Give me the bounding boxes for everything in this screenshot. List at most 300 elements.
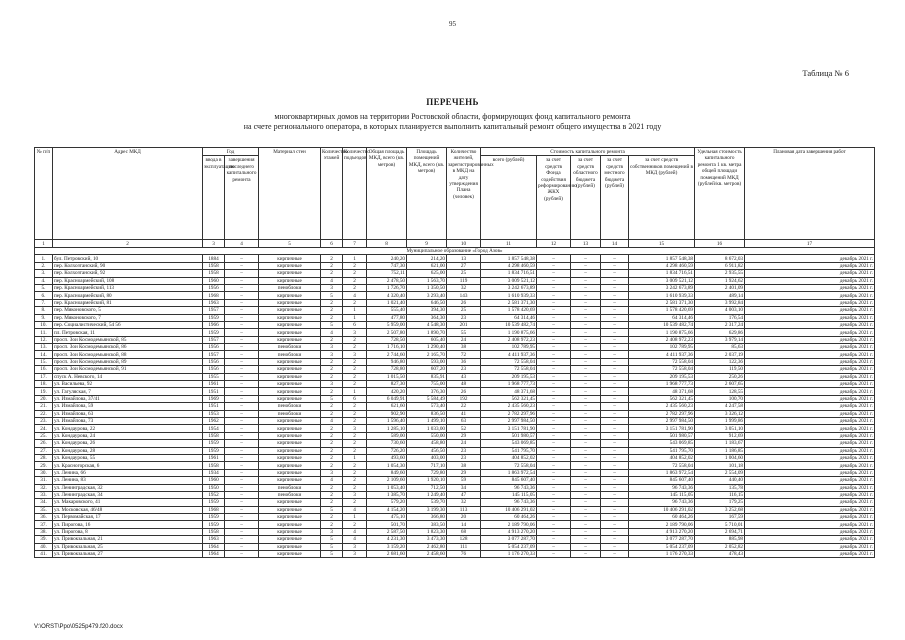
table-cell: 72 558,04	[629, 366, 695, 373]
table-cell: ул. Привокзальная, 27	[53, 551, 203, 558]
table-cell: 1.	[35, 255, 53, 262]
table-cell: ул. Макаровского, 41	[53, 499, 203, 506]
table-cell: –	[225, 373, 259, 380]
table-cell: 1966	[203, 321, 225, 328]
table-cell: декабрь 2021 г.	[745, 514, 875, 521]
table-cell: 4	[343, 292, 367, 299]
table-cell: –	[571, 284, 601, 291]
table-cell: кирпичные	[259, 528, 321, 535]
table-cell: –	[225, 462, 259, 469]
table-cell: 6 911,82	[695, 262, 745, 269]
column-number: 9	[407, 240, 447, 248]
table-row	[35, 366, 875, 373]
table-cell: 404 852,02	[629, 454, 695, 461]
table-cell: кирпичные	[259, 425, 321, 432]
table-cell: –	[537, 395, 571, 402]
table-cell: кирпичные	[259, 477, 321, 484]
table-cell: 3	[321, 528, 343, 535]
table-cell: 2	[321, 262, 343, 269]
table-cell: –	[571, 277, 601, 284]
table-cell: 135,78	[695, 484, 745, 491]
header-cost-total: всего (рублей)	[481, 156, 537, 240]
table-cell: 4	[321, 477, 343, 484]
table-cell: пеноблоки	[259, 410, 321, 417]
table-row	[35, 358, 875, 365]
table-cell: 96 743,36	[481, 499, 537, 506]
table-cell: 96 743,36	[481, 484, 537, 491]
table-cell: –	[571, 395, 601, 402]
table-row	[35, 395, 875, 402]
table-cell: 1 015,50	[367, 373, 407, 380]
table-cell: –	[225, 521, 259, 528]
table-cell: 111	[447, 543, 481, 550]
table-cell: просп. Зои Космодемьянской, 88	[53, 351, 203, 358]
table-cell: 366,80	[407, 514, 447, 521]
header-address: Адрес МКД	[53, 148, 203, 240]
table-cell: 4 003,10	[695, 307, 745, 314]
table-cell: –	[537, 506, 571, 513]
column-number: 8	[367, 240, 407, 248]
table-cell: 728,50	[367, 336, 407, 343]
table-row	[35, 307, 875, 314]
table-cell: 1884	[203, 255, 225, 262]
table-cell: 456,50	[407, 447, 447, 454]
table-cell: ул. Ленинградская, 34	[53, 491, 203, 498]
table-cell: кирпичные	[259, 506, 321, 513]
table-cell: –	[537, 491, 571, 498]
table-cell: декабрь 2021 г.	[745, 395, 875, 402]
table-cell: 2 581 371,30	[629, 299, 695, 306]
table-cell: ул. Первомайская, 17	[53, 514, 203, 521]
table-cell: 3	[343, 425, 367, 432]
table-cell: –	[601, 344, 629, 351]
table-cell: –	[225, 484, 259, 491]
table-cell: 2 109,60	[367, 477, 407, 484]
table-cell: пер. Колхозтанский, 92	[53, 270, 203, 277]
table-cell: –	[537, 373, 571, 380]
table-cell: 2 478,50	[367, 277, 407, 284]
table-cell: 27.	[35, 447, 53, 454]
table-cell: 3.	[35, 270, 53, 277]
table-row	[35, 432, 875, 439]
table-cell: 2 165,70	[407, 351, 447, 358]
table-cell: 214,20	[407, 255, 447, 262]
table-cell: кирпичные	[259, 454, 321, 461]
table-cell: 1934	[203, 469, 225, 476]
table-cell: 1 823,30	[407, 528, 447, 535]
table-row	[35, 299, 875, 306]
table-cell: декабрь 2021 г.	[745, 403, 875, 410]
table-cell: –	[225, 262, 259, 269]
table-cell: 4 320,40	[367, 292, 407, 299]
table-cell: 18.	[35, 381, 53, 388]
table-cell: 2	[343, 270, 367, 277]
column-number: 16	[695, 240, 745, 248]
table-cell: кирпичные	[259, 381, 321, 388]
table-row	[35, 484, 875, 491]
table-cell: 1 596,40	[367, 418, 407, 425]
table-cell: 3 151 781,90	[629, 425, 695, 432]
table-cell: 458,80	[407, 440, 447, 447]
table-cell: 128	[447, 536, 481, 543]
table-cell: пер. Колхозтанский, 90	[53, 262, 203, 269]
table-cell: кирпичные	[259, 277, 321, 284]
table-cell: 8 672,03	[695, 255, 745, 262]
table-cell: 2	[321, 403, 343, 410]
table-cell: 179,25	[695, 499, 745, 506]
table-cell: 562 321,45	[629, 395, 695, 402]
table-cell: –	[571, 351, 601, 358]
table-cell: 76	[447, 551, 481, 558]
table-row	[35, 351, 875, 358]
table-row	[35, 425, 875, 432]
table-cell: –	[225, 366, 259, 373]
table-cell: 885,98	[695, 536, 745, 543]
table-cell: 1	[343, 454, 367, 461]
table-cell: декабрь 2021 г.	[745, 418, 875, 425]
table-cell: –	[571, 514, 601, 521]
table-cell: 25	[447, 307, 481, 314]
table-cell: –	[571, 543, 601, 550]
table-cell: 32	[447, 499, 481, 506]
table-cell: 2	[321, 521, 343, 528]
table-cell: кирпичные	[259, 255, 321, 262]
table-cell: декабрь 2021 г.	[745, 366, 875, 373]
table-cell: ул. Измайлова, 59	[53, 403, 203, 410]
table-cell: –	[537, 262, 571, 269]
table-cell: 1959	[203, 314, 225, 321]
table-row	[35, 314, 875, 321]
table-cell: 1 176 270,33	[481, 551, 537, 558]
table-cell: –	[225, 514, 259, 521]
table-cell: 629,86	[695, 329, 745, 336]
table-cell: –	[571, 506, 601, 513]
table-cell: –	[601, 292, 629, 299]
table-cell: 2	[343, 358, 367, 365]
table-cell: 3 293,40	[407, 292, 447, 299]
table-cell: 2	[343, 277, 367, 284]
table-cell: 2 681,60	[367, 551, 407, 558]
table-cell: 8.	[35, 307, 53, 314]
table-cell: 1 033,00	[407, 425, 447, 432]
table-cell: 2 507,80	[367, 329, 407, 336]
table-cell: 102 789,95	[629, 344, 695, 351]
table-cell: –	[601, 477, 629, 484]
table-cell: –	[225, 388, 259, 395]
table-cell: 394,30	[407, 307, 447, 314]
table-cell: 4 411 937,36	[481, 351, 537, 358]
table-cell: –	[601, 462, 629, 469]
table-cell: кирпичные	[259, 447, 321, 454]
table-cell: 1 249,40	[407, 491, 447, 498]
table-cell: 835,91	[407, 373, 447, 380]
table-cell: –	[225, 329, 259, 336]
table-cell: пер. Красноармейский, 81	[53, 299, 203, 306]
table-cell: –	[601, 307, 629, 314]
table-cell: 17.	[35, 373, 53, 380]
table-cell: 4 298 460,59	[481, 262, 537, 269]
table-cell: 4 154,20	[367, 506, 407, 513]
table-cell: –	[225, 425, 259, 432]
table-cell: 2 435 560,23	[481, 403, 537, 410]
header-cost-regional: за счет средств областного бюджета (рублей)	[571, 156, 601, 240]
table-cell: –	[225, 381, 259, 388]
table-cell: кирпичные	[259, 329, 321, 336]
table-cell: –	[225, 395, 259, 402]
table-cell: –	[571, 366, 601, 373]
table-cell: 5 959,00	[367, 321, 407, 328]
table-cell: 41	[447, 410, 481, 417]
table-cell: 60 464,26	[629, 514, 695, 521]
table-cell: –	[571, 528, 601, 535]
table-cell: 2	[321, 314, 343, 321]
table-cell: 827,30	[367, 381, 407, 388]
table-cell: –	[601, 410, 629, 417]
table-cell: 64 314,46	[481, 314, 537, 321]
table-cell: –	[571, 477, 601, 484]
table-row	[35, 388, 875, 395]
table-cell: –	[571, 491, 601, 498]
table-cell: 30.	[35, 469, 53, 476]
table-cell: декабрь 2021 г.	[745, 543, 875, 550]
table-cell: –	[601, 425, 629, 432]
table-cell: 902,90	[367, 410, 407, 417]
table-cell: –	[537, 255, 571, 262]
table-cell: 3	[343, 351, 367, 358]
table-cell: 3	[343, 491, 367, 498]
table-cell: 96 743,36	[629, 484, 695, 491]
table-cell: 3 242 673,89	[481, 284, 537, 291]
table-cell: 541 795,70	[629, 447, 695, 454]
table-cell: 1962	[203, 418, 225, 425]
table-cell: –	[571, 358, 601, 365]
table-cell: –	[571, 255, 601, 262]
table-cell: 2	[343, 381, 367, 388]
table-cell: 1 385,70	[367, 491, 407, 498]
table-cell: –	[225, 299, 259, 306]
table-cell: 1 021,40	[367, 299, 407, 306]
table-cell: –	[537, 521, 571, 528]
table-cell: –	[537, 344, 571, 351]
table-cell: 29	[447, 432, 481, 439]
table-cell: –	[537, 432, 571, 439]
table-cell: пер. Красноармейский, 113	[53, 284, 203, 291]
table-cell: –	[537, 484, 571, 491]
table-cell: 621,00	[407, 262, 447, 269]
table-cell: –	[225, 307, 259, 314]
table-cell: 4 247,58	[695, 403, 745, 410]
header-specific-cost: Удельная стоимость капитального ремонта 1 кв. метра общей площади помещений МКД (рублей/кв. метров)	[695, 148, 745, 240]
table-cell: 849,60	[367, 469, 407, 476]
header-year: Год	[203, 148, 259, 156]
table-cell: –	[601, 284, 629, 291]
table-cell: 1957	[203, 336, 225, 343]
table-cell: –	[537, 403, 571, 410]
table-cell: 2	[343, 469, 367, 476]
table-cell: 2	[321, 454, 343, 461]
table-cell: декабрь 2021 г.	[745, 388, 875, 395]
table-cell: –	[537, 477, 571, 484]
document-subtitle-line2: на счете регионального оператора, в которых планируется выполнить капитальный ремонт общего имущества в 2021 году	[243, 122, 662, 131]
table-cell: –	[571, 292, 601, 299]
table-cell: 3 151 781,90	[481, 425, 537, 432]
table-cell: 2	[321, 307, 343, 314]
table-cell: –	[601, 381, 629, 388]
table-cell: пеноблоки	[259, 344, 321, 351]
table-cell: 1 834 716,51	[481, 270, 537, 277]
table-cell: 1951	[203, 388, 225, 395]
table-cell: –	[571, 329, 601, 336]
table-cell: 19.	[35, 388, 53, 395]
table-cell: 14.	[35, 351, 53, 358]
table-cell: 1963	[203, 536, 225, 543]
table-cell: 34.	[35, 499, 53, 506]
table-cell: 3	[343, 551, 367, 558]
table-cell: 493,60	[367, 454, 407, 461]
table-cell: –	[537, 388, 571, 395]
table-row	[35, 410, 875, 417]
table-cell: –	[225, 454, 259, 461]
table-cell: 209 195,53	[629, 373, 695, 380]
table-cell: декабрь 2021 г.	[745, 284, 875, 291]
table-row	[35, 255, 875, 262]
column-number: 10	[447, 240, 481, 248]
table-cell: 1 968 777,73	[481, 381, 537, 388]
table-cell: –	[571, 344, 601, 351]
table-cell: 1958	[203, 432, 225, 439]
table-cell: 1 578 420,69	[481, 307, 537, 314]
table-cell: –	[225, 499, 259, 506]
table-cell: 1 350,50	[407, 284, 447, 291]
table-cell: 2 458,60	[407, 551, 447, 558]
table-cell: 712,50	[407, 484, 447, 491]
table-cell: 420,20	[367, 388, 407, 395]
table-cell: спуск А. Невского, 14	[53, 373, 203, 380]
table-cell: 21.	[35, 403, 53, 410]
table-cell: 14	[447, 521, 481, 528]
table-cell: –	[225, 321, 259, 328]
table-cell: 543 069,85	[629, 440, 695, 447]
table-cell: –	[537, 321, 571, 328]
table-cell: 5	[321, 536, 343, 543]
table-row	[35, 270, 875, 277]
table-cell: –	[601, 351, 629, 358]
table-cell: 2 997 984,50	[481, 418, 537, 425]
table-cell: –	[537, 299, 571, 306]
table-cell: 3 979,14	[695, 336, 745, 343]
table-cell: кирпичные	[259, 314, 321, 321]
table-cell: 12.	[35, 336, 53, 343]
table-cell: 1956	[203, 344, 225, 351]
table-cell: кирпичные	[259, 388, 321, 395]
table-cell: ул. Ленинградская, 32	[53, 484, 203, 491]
table-cell: 1 610 939,33	[629, 292, 695, 299]
table-cell: 3 051,10	[695, 425, 745, 432]
table-cell: 23	[447, 314, 481, 321]
table-cell: пеноблоки	[259, 284, 321, 291]
table-cell: 2	[343, 499, 367, 506]
table-cell: 43	[447, 373, 481, 380]
table-cell: 1955	[203, 373, 225, 380]
table-cell: декабрь 2021 г.	[745, 432, 875, 439]
table-cell: –	[225, 469, 259, 476]
table-cell: –	[601, 314, 629, 321]
column-number: 15	[629, 240, 695, 248]
table-cell: 1960	[203, 277, 225, 284]
table-cell: 13	[447, 255, 481, 262]
table-cell: –	[571, 536, 601, 543]
document-subtitle-line1: многоквартирных домов на территории Ростовской области, формирующих фонд капитального ремонта	[274, 112, 631, 121]
table-cell: кирпичные	[259, 321, 321, 328]
table-row	[35, 277, 875, 284]
table-cell: 9.	[35, 314, 53, 321]
column-number: 11	[481, 240, 537, 248]
table-cell: 1958	[203, 270, 225, 277]
table-cell: 4	[343, 536, 367, 543]
table-cell: 4	[321, 418, 343, 425]
table-cell: 101,18	[695, 462, 745, 469]
table-cell: 4	[321, 277, 343, 284]
table-cell: ул. Измайлова, 63	[53, 410, 203, 417]
table-cell: –	[571, 403, 601, 410]
table-cell: 201	[447, 321, 481, 328]
table-cell: –	[601, 506, 629, 513]
table-cell: 1 578 420,69	[629, 307, 695, 314]
table-cell: 2	[321, 255, 343, 262]
header-cost-group: Стоимость капитального ремонта	[481, 148, 695, 156]
table-cell: –	[537, 447, 571, 454]
table-cell: 1 716,10	[367, 344, 407, 351]
table-cell: 3 199,30	[407, 506, 447, 513]
table-row	[35, 477, 875, 484]
table-cell: 10 406 291,02	[629, 506, 695, 513]
table-cell: –	[537, 314, 571, 321]
table-cell: –	[537, 277, 571, 284]
table-cell: 730,60	[367, 440, 407, 447]
table-cell: 102 789,95	[481, 344, 537, 351]
table-cell: 625,00	[407, 270, 447, 277]
table-cell: 3 252,68	[695, 506, 745, 513]
table-cell: 2 408 972,23	[629, 336, 695, 343]
table-cell: 24	[447, 440, 481, 447]
table-cell: 541 795,70	[481, 447, 537, 454]
table-cell: 1956	[203, 284, 225, 291]
table-row	[35, 292, 875, 299]
table-cell: –	[601, 551, 629, 558]
table-cell: кирпичные	[259, 270, 321, 277]
table-cell: 5	[321, 506, 343, 513]
table-cell: 3 242 673,89	[629, 284, 695, 291]
table-cell: пл. Петровская, 11	[53, 329, 203, 336]
table-cell: пер. Мяконовского, 5	[53, 307, 203, 314]
table-cell: 6.	[35, 292, 53, 299]
table-cell: 2 408 972,23	[481, 336, 537, 343]
table-cell: 209 195,53	[481, 373, 537, 380]
table-cell: 5 710,01	[695, 521, 745, 528]
table-cell: 23	[447, 447, 481, 454]
table-cell: 2	[321, 358, 343, 365]
table-cell: 1	[343, 314, 367, 321]
table-cell: 489,14	[695, 292, 745, 299]
table-cell: 2 554,09	[695, 469, 745, 476]
table-cell: 16.	[35, 366, 53, 373]
table-cell: ул. Васильева, 92	[53, 381, 203, 388]
table-cell: 2	[343, 521, 367, 528]
table-cell: 579,20	[367, 499, 407, 506]
column-number: 7	[343, 240, 367, 248]
table-cell: кирпичные	[259, 514, 321, 521]
table-cell: 1969	[203, 395, 225, 402]
